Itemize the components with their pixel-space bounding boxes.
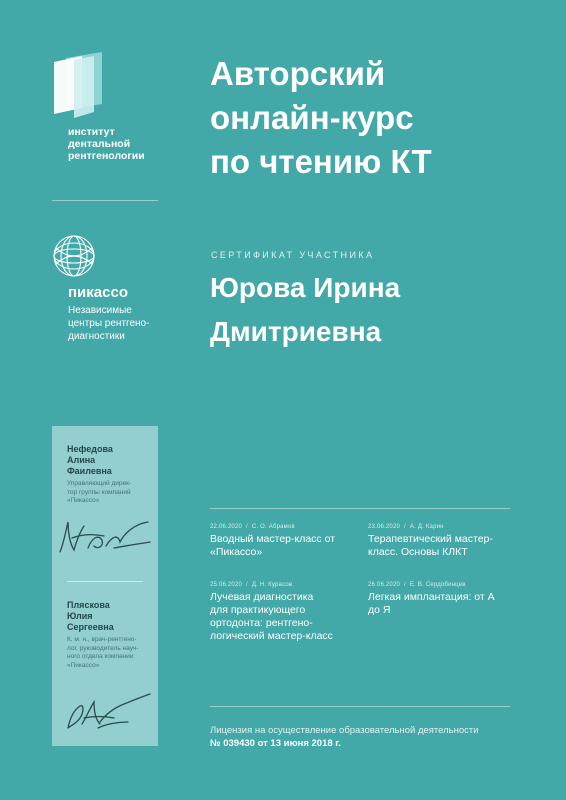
sessions-bottom-divider [210,706,510,707]
signatory-name-line: Юлия [67,611,93,621]
session-title-line: Легкая имплантация: от А [368,591,495,603]
license-block [210,724,530,750]
participant-name-line: Юрова Ирина [210,272,401,303]
signatory-block [67,600,153,670]
session-date: 26.06.2020 [368,582,401,588]
session-title-line: Лучевая диагностика [210,591,314,603]
session-title-line: ортодонта: рентгено- [210,617,313,629]
session-title-line: логический мастер-класс [210,630,333,642]
participant-name [210,266,530,354]
session-author: Е. В. Сердобинцев [409,582,466,588]
signatory-name [67,600,153,633]
session-title [368,533,518,559]
signatory-name-line: Пляскова [67,600,110,610]
session-meta [210,582,360,588]
picasso-name: пикассо [68,284,128,301]
logo-divider [52,200,158,201]
picasso-subtitle [68,304,178,343]
session-title-line: для практикующего [210,604,306,616]
signatory-name-line: Фаилевна [67,466,112,476]
signature-divider [67,581,143,582]
course-title-line: Авторский [210,55,386,92]
picasso-subtitle-line: Независимые [68,305,132,316]
license-number: № 039430 от 13 июня 2018 г. [210,738,341,749]
signatory-role-line: Управляющий дирек- [67,480,132,487]
session-meta-separator: / [246,524,248,530]
session-item [210,524,360,559]
signatory-name [67,444,153,477]
signatory-role [67,480,153,506]
signatory-name-line: Нефедова [67,444,113,454]
signature-image [54,688,154,738]
participant-name-line: Дмитриевна [210,316,382,347]
signature-card [52,426,158,746]
signatory-role-line: «Пикассо» [67,661,100,669]
session-title-line: до Я [368,604,391,616]
session-date: 25.06.2020 [210,582,243,588]
session-item [210,582,360,643]
signatory-role-line: «Пикассо» [67,497,100,504]
session-title-line: Вводный мастер-класс от [210,533,336,545]
session-author: А. Д. Карин [409,524,444,530]
session-title-line: «Пикассо» [210,546,263,558]
signatory-role-line: ного отдела компании [67,653,134,660]
course-title [210,52,540,184]
institute-logo-icon [52,52,104,122]
session-title-line: Терапевтический мастер- [368,533,493,545]
session-date: 22.06.2020 [210,524,243,530]
session-meta [368,524,518,530]
session-meta [210,524,360,530]
session-meta-separator: / [404,524,406,530]
license-text: Лицензия на осуществление образовательной деятельности [210,725,479,736]
signature-image [54,512,154,562]
institute-name-line: рентгенологии [68,150,145,162]
session-title [368,591,518,617]
signatory-role-line: лог, руководитель науч- [67,644,139,652]
signatory-block [67,444,153,506]
picasso-subtitle-line: диагностики [68,331,125,342]
session-title [210,533,360,559]
session-title [210,591,360,643]
session-title-line: класс. Основы КЛКТ [368,546,468,558]
signatory-role-line: К. м. н., врач-рентгено- [67,636,137,643]
session-item [368,524,518,559]
picasso-logo-icon [52,234,96,278]
picasso-subtitle-line: центры рентгено- [68,318,150,329]
session-item [368,582,518,617]
institute-name [68,126,178,162]
session-date: 23.06.2020 [368,524,401,530]
institute-name-line: дентальной [68,138,131,150]
session-meta [368,582,518,588]
sessions-top-divider [210,508,510,509]
course-title-line: онлайн-курс [210,99,414,136]
session-meta-separator: / [246,582,248,588]
institute-name-line: институт [68,126,115,138]
session-author: С. О. Абрамов [251,524,295,530]
session-meta-separator: / [404,582,406,588]
signatory-name-line: Алина [67,455,96,465]
signatory-name-line: Сергеевна [67,622,114,632]
course-title-line: по чтению КТ [210,143,432,180]
signatory-role-line: тор группы компаний [67,488,131,496]
signatory-role [67,636,153,670]
session-author: Д. Н. Курасов [251,582,293,588]
certificate-label: СЕРТИФИКАТ УЧАСТНИКА [211,250,375,260]
